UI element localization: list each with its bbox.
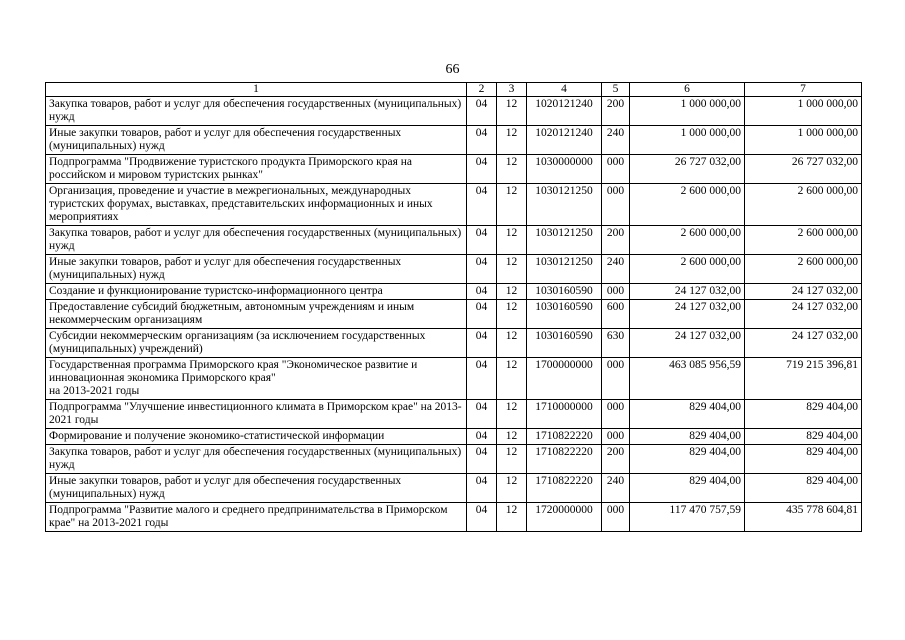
section-code-cell: 04 bbox=[467, 97, 497, 126]
subsection-code-cell: 12 bbox=[497, 184, 527, 226]
table-row bbox=[46, 474, 862, 503]
amount-col-6-cell: 2 600 000,00 bbox=[630, 184, 745, 226]
subsection-code-cell: 12 bbox=[497, 329, 527, 358]
subsection-code-cell: 12 bbox=[497, 284, 527, 300]
header-col-7: 7 bbox=[745, 83, 862, 97]
subsection-code-cell: 12 bbox=[497, 429, 527, 445]
section-code-cell: 04 bbox=[467, 284, 497, 300]
subsection-code-cell: 12 bbox=[497, 255, 527, 284]
row-name-cell: Подпрограмма "Продвижение туристского продукта Приморского края на российском и мировом туристских рынках" bbox=[46, 155, 467, 184]
amount-col-6-cell: 2 600 000,00 bbox=[630, 255, 745, 284]
table-row bbox=[46, 300, 862, 329]
table-row bbox=[46, 429, 862, 445]
amount-col-6-cell: 24 127 032,00 bbox=[630, 300, 745, 329]
amount-col-6-cell: 463 085 956,59 bbox=[630, 358, 745, 400]
amount-col-7-cell: 2 600 000,00 bbox=[745, 255, 862, 284]
row-name-cell: Формирование и получение экономико-статистической информации bbox=[46, 429, 467, 445]
target-article-cell: 1030121250 bbox=[527, 255, 602, 284]
section-code-cell: 04 bbox=[467, 474, 497, 503]
amount-col-7-cell: 829 404,00 bbox=[745, 474, 862, 503]
table-row bbox=[46, 226, 862, 255]
target-article-cell: 1710000000 bbox=[527, 400, 602, 429]
table-row bbox=[46, 255, 862, 284]
row-name-cell: Подпрограмма "Развитие малого и среднего предпринимательства в Приморском крае" на 2013-2021 годы bbox=[46, 503, 467, 532]
target-article-cell: 1030160590 bbox=[527, 329, 602, 358]
section-code-cell: 04 bbox=[467, 155, 497, 184]
table-row bbox=[46, 329, 862, 358]
target-article-cell: 1030121250 bbox=[527, 184, 602, 226]
target-article-cell: 1020121240 bbox=[527, 126, 602, 155]
table-row bbox=[46, 284, 862, 300]
expense-type-cell: 200 bbox=[602, 226, 630, 255]
target-article-cell: 1710822220 bbox=[527, 474, 602, 503]
table-row bbox=[46, 155, 862, 184]
table-header bbox=[46, 83, 862, 97]
header-col-1: 1 bbox=[46, 83, 467, 97]
target-article-cell: 1720000000 bbox=[527, 503, 602, 532]
row-name-cell: Предоставление субсидий бюджетным, автономным учреждениям и иным некоммерческим организациям bbox=[46, 300, 467, 329]
section-code-cell: 04 bbox=[467, 300, 497, 329]
table-row bbox=[46, 184, 862, 226]
section-code-cell: 04 bbox=[467, 429, 497, 445]
row-name-cell: Создание и функционирование туристско-информационного центра bbox=[46, 284, 467, 300]
expense-type-cell: 200 bbox=[602, 97, 630, 126]
row-name-cell: Закупка товаров, работ и услуг для обеспечения государственных (муниципальных) нужд bbox=[46, 97, 467, 126]
expense-type-cell: 000 bbox=[602, 503, 630, 532]
row-name-cell: Иные закупки товаров, работ и услуг для обеспечения государственных (муниципальных) нужд bbox=[46, 474, 467, 503]
table-row bbox=[46, 503, 862, 532]
expense-type-cell: 000 bbox=[602, 400, 630, 429]
amount-col-6-cell: 829 404,00 bbox=[630, 429, 745, 445]
amount-col-7-cell: 829 404,00 bbox=[745, 445, 862, 474]
header-row bbox=[46, 83, 862, 97]
target-article-cell: 1030160590 bbox=[527, 284, 602, 300]
subsection-code-cell: 12 bbox=[497, 226, 527, 255]
row-name-cell: Организация, проведение и участие в межрегиональных, международных туристских форумах, выставках, представительских информационных и иных мероприятиях bbox=[46, 184, 467, 226]
subsection-code-cell: 12 bbox=[497, 126, 527, 155]
header-col-2: 2 bbox=[467, 83, 497, 97]
amount-col-6-cell: 117 470 757,59 bbox=[630, 503, 745, 532]
table-body bbox=[46, 97, 862, 532]
row-name-cell: Субсидии некоммерческим организациям (за исключением государственных (муниципальных) учреждений) bbox=[46, 329, 467, 358]
section-code-cell: 04 bbox=[467, 226, 497, 255]
amount-col-7-cell: 829 404,00 bbox=[745, 429, 862, 445]
expense-type-cell: 000 bbox=[602, 284, 630, 300]
amount-col-7-cell: 2 600 000,00 bbox=[745, 184, 862, 226]
subsection-code-cell: 12 bbox=[497, 155, 527, 184]
expense-type-cell: 000 bbox=[602, 358, 630, 400]
amount-col-7-cell: 1 000 000,00 bbox=[745, 126, 862, 155]
amount-col-6-cell: 829 404,00 bbox=[630, 400, 745, 429]
table-row bbox=[46, 126, 862, 155]
expense-type-cell: 240 bbox=[602, 474, 630, 503]
expense-type-cell: 200 bbox=[602, 445, 630, 474]
row-name-cell: Закупка товаров, работ и услуг для обеспечения государственных (муниципальных) нужд bbox=[46, 445, 467, 474]
amount-col-6-cell: 1 000 000,00 bbox=[630, 97, 745, 126]
amount-col-7-cell: 829 404,00 bbox=[745, 400, 862, 429]
section-code-cell: 04 bbox=[467, 329, 497, 358]
expense-type-cell: 630 bbox=[602, 329, 630, 358]
amount-col-6-cell: 26 727 032,00 bbox=[630, 155, 745, 184]
section-code-cell: 04 bbox=[467, 255, 497, 284]
target-article-cell: 1700000000 bbox=[527, 358, 602, 400]
subsection-code-cell: 12 bbox=[497, 474, 527, 503]
subsection-code-cell: 12 bbox=[497, 400, 527, 429]
section-code-cell: 04 bbox=[467, 400, 497, 429]
section-code-cell: 04 bbox=[467, 445, 497, 474]
table-row bbox=[46, 445, 862, 474]
amount-col-7-cell: 719 215 396,81 bbox=[745, 358, 862, 400]
amount-col-7-cell: 435 778 604,81 bbox=[745, 503, 862, 532]
subsection-code-cell: 12 bbox=[497, 503, 527, 532]
row-name-cell: Иные закупки товаров, работ и услуг для обеспечения государственных (муниципальных) нужд bbox=[46, 255, 467, 284]
expense-type-cell: 000 bbox=[602, 429, 630, 445]
amount-col-6-cell: 24 127 032,00 bbox=[630, 284, 745, 300]
header-col-5: 5 bbox=[602, 83, 630, 97]
amount-col-7-cell: 1 000 000,00 bbox=[745, 97, 862, 126]
amount-col-7-cell: 2 600 000,00 bbox=[745, 226, 862, 255]
header-col-6: 6 bbox=[630, 83, 745, 97]
expense-type-cell: 000 bbox=[602, 184, 630, 226]
target-article-cell: 1030160590 bbox=[527, 300, 602, 329]
target-article-cell: 1030000000 bbox=[527, 155, 602, 184]
header-col-4: 4 bbox=[527, 83, 602, 97]
section-code-cell: 04 bbox=[467, 126, 497, 155]
target-article-cell: 1020121240 bbox=[527, 97, 602, 126]
expense-type-cell: 600 bbox=[602, 300, 630, 329]
row-name-cell: Подпрограмма "Улучшение инвестиционного климата в Приморском крае" на 2013-2021 годы bbox=[46, 400, 467, 429]
target-article-cell: 1710822220 bbox=[527, 429, 602, 445]
amount-col-7-cell: 26 727 032,00 bbox=[745, 155, 862, 184]
row-name-cell: Закупка товаров, работ и услуг для обеспечения государственных (муниципальных) нужд bbox=[46, 226, 467, 255]
section-code-cell: 04 bbox=[467, 184, 497, 226]
subsection-code-cell: 12 bbox=[497, 358, 527, 400]
section-code-cell: 04 bbox=[467, 503, 497, 532]
table-row bbox=[46, 358, 862, 400]
row-name-cell: Иные закупки товаров, работ и услуг для обеспечения государственных (муниципальных) нужд bbox=[46, 126, 467, 155]
expense-type-cell: 240 bbox=[602, 255, 630, 284]
target-article-cell: 1030121250 bbox=[527, 226, 602, 255]
row-name-cell: Государственная программа Приморского края "Экономическое развитие и инновационная экономика Приморского края" на 2013-2021 годы bbox=[46, 358, 467, 400]
amount-col-6-cell: 829 404,00 bbox=[630, 474, 745, 503]
expense-type-cell: 240 bbox=[602, 126, 630, 155]
header-col-3: 3 bbox=[497, 83, 527, 97]
target-article-cell: 1710822220 bbox=[527, 445, 602, 474]
subsection-code-cell: 12 bbox=[497, 300, 527, 329]
amount-col-7-cell: 24 127 032,00 bbox=[745, 284, 862, 300]
amount-col-6-cell: 2 600 000,00 bbox=[630, 226, 745, 255]
amount-col-7-cell: 24 127 032,00 bbox=[745, 300, 862, 329]
budget-table bbox=[45, 82, 862, 532]
amount-col-6-cell: 24 127 032,00 bbox=[630, 329, 745, 358]
expense-type-cell: 000 bbox=[602, 155, 630, 184]
table-row bbox=[46, 400, 862, 429]
table-row bbox=[46, 97, 862, 126]
amount-col-6-cell: 829 404,00 bbox=[630, 445, 745, 474]
subsection-code-cell: 12 bbox=[497, 445, 527, 474]
amount-col-6-cell: 1 000 000,00 bbox=[630, 126, 745, 155]
section-code-cell: 04 bbox=[467, 358, 497, 400]
page-number: 66 bbox=[445, 62, 460, 77]
subsection-code-cell: 12 bbox=[497, 97, 527, 126]
amount-col-7-cell: 24 127 032,00 bbox=[745, 329, 862, 358]
